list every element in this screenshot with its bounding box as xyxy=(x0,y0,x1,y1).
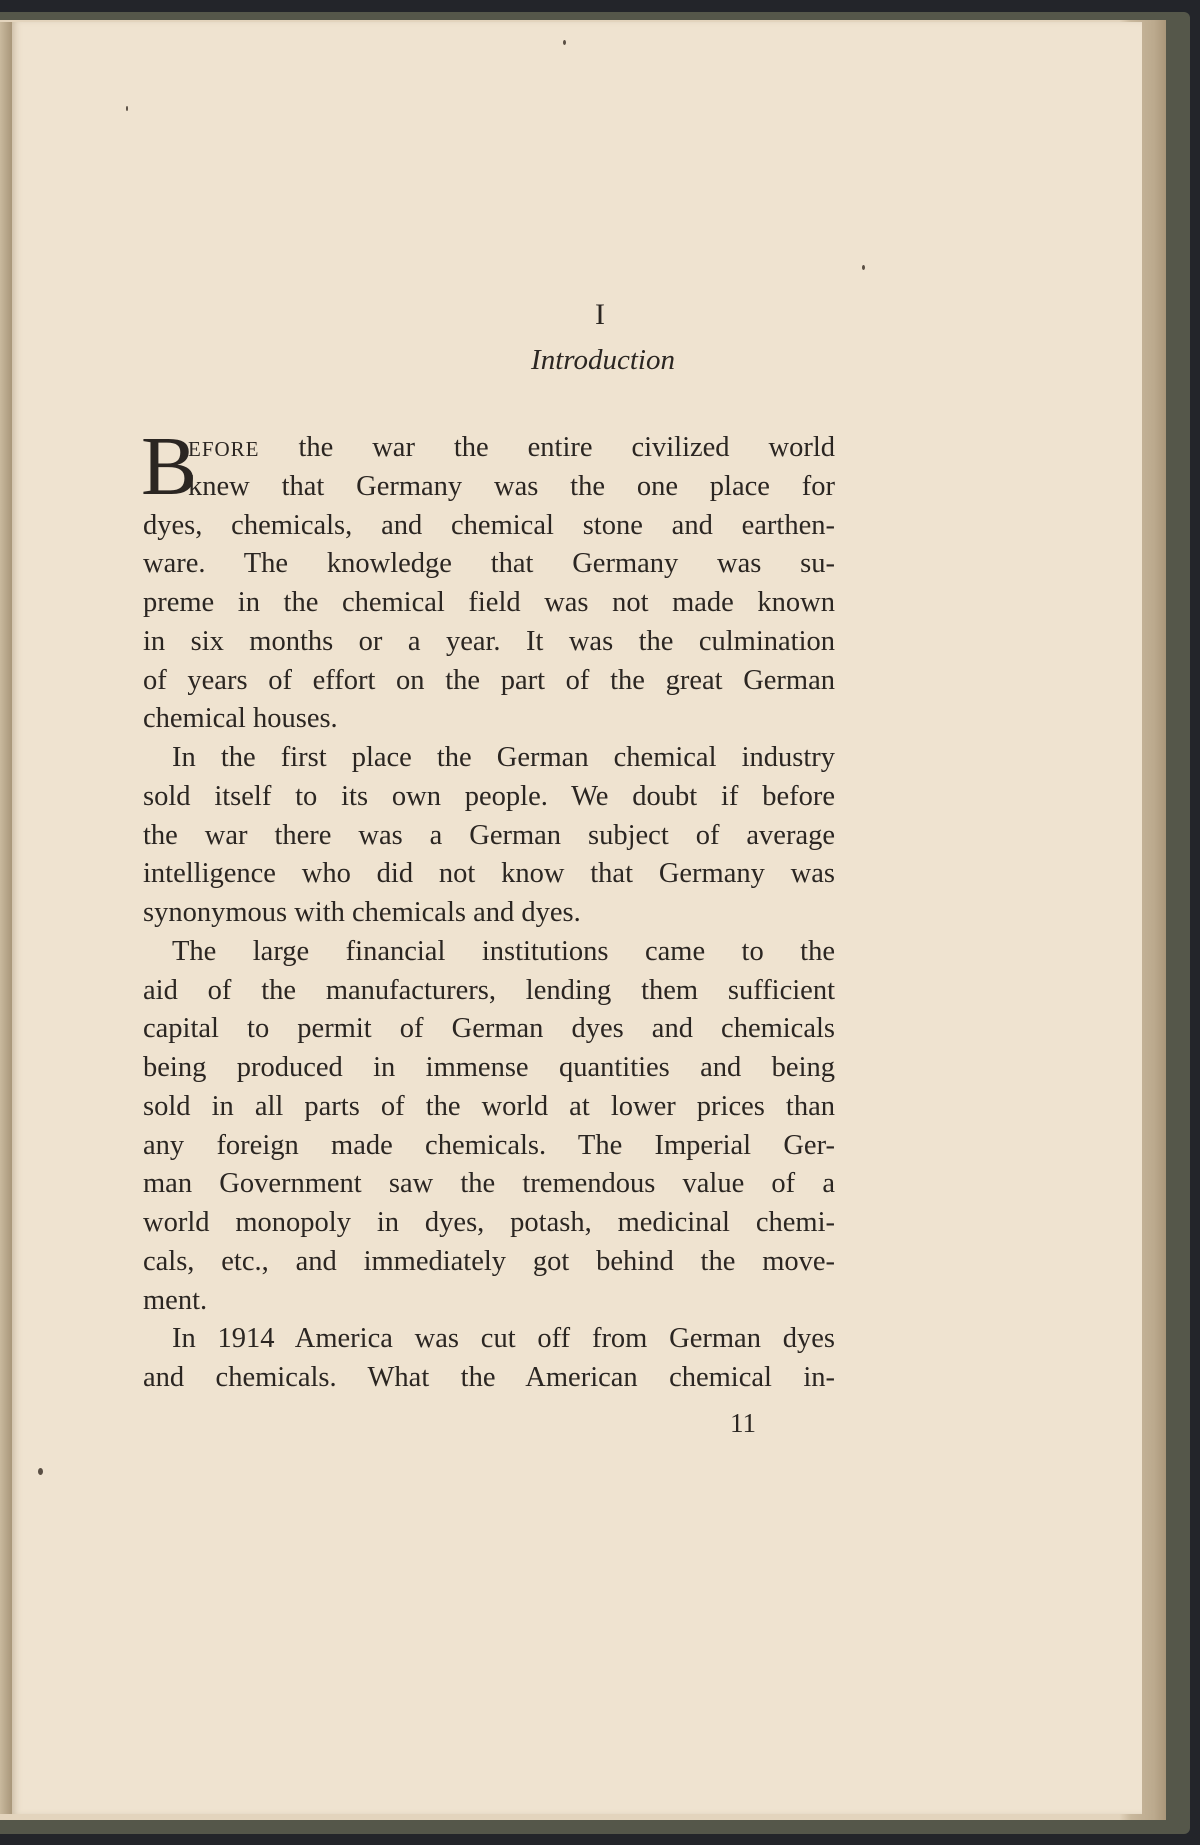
text-line: In 1914 America was cut off from German dyes xyxy=(172,1323,835,1355)
text-line: In the first place the German chemical industry xyxy=(172,742,835,773)
paragraph xyxy=(141,420,835,739)
text-line: capital to permit of German dyes and chemicals xyxy=(143,1013,835,1045)
paragraph xyxy=(143,1320,835,1398)
text-line: intelligence who did not know that Germany was xyxy=(143,858,835,890)
text-line: ware. The knowledge that Germany was su- xyxy=(143,548,835,580)
paragraph xyxy=(143,933,835,1321)
text-line: chemical houses. xyxy=(143,703,338,735)
paper-fleck xyxy=(563,40,566,45)
paper-fleck xyxy=(862,265,865,270)
text-line: synonymous with chemicals and dyes. xyxy=(143,897,581,928)
text-line: cals, etc., and immediately got behind the move- xyxy=(143,1245,835,1277)
text-line: and chemicals. What the American chemical in- xyxy=(143,1362,835,1393)
text-line: knew that Germany was the one place for xyxy=(188,470,835,502)
chapter-title: Introduction xyxy=(531,344,675,376)
text-line: The large financial institutions came to the xyxy=(172,935,835,967)
chapter-number: I xyxy=(595,298,605,331)
text-line: ment. xyxy=(143,1284,208,1316)
text-line: being produced in immense quantities and being xyxy=(143,1052,835,1083)
text-line: preme in the chemical field was not made known xyxy=(143,587,835,618)
text-line: sold in all parts of the world at lower prices than xyxy=(143,1090,835,1122)
paragraph xyxy=(143,739,835,933)
left-page-edge xyxy=(0,22,12,1814)
text-line: man Government saw the tremendous value of a xyxy=(143,1168,835,1200)
text-line: aid of the manufacturers, lending them sufficient xyxy=(143,974,835,1006)
text-line: world monopoly in dyes, potash, medicinal chemi- xyxy=(143,1207,835,1238)
text-line: sold itself to its own people. We doubt if before xyxy=(143,780,835,812)
text-line: any foreign made chemicals. The Imperial Ger- xyxy=(143,1129,835,1161)
text-line: dyes, chemicals, and chemical stone and earthen- xyxy=(143,509,835,541)
paper-fleck xyxy=(38,1468,43,1475)
small-caps-word: EFORE xyxy=(188,437,260,461)
page-number: 11 xyxy=(730,1408,756,1438)
paper-fleck xyxy=(126,106,128,111)
text-line: the war there was a German subject of average xyxy=(143,819,835,851)
text-line: EFORE the war the entire civilized world xyxy=(188,432,835,463)
body-text xyxy=(141,420,835,1398)
drop-cap: B xyxy=(141,420,198,513)
text-line: in six months or a year. It was the culmination xyxy=(143,625,835,657)
text-line: of years of effort on the part of the great German xyxy=(143,664,835,696)
